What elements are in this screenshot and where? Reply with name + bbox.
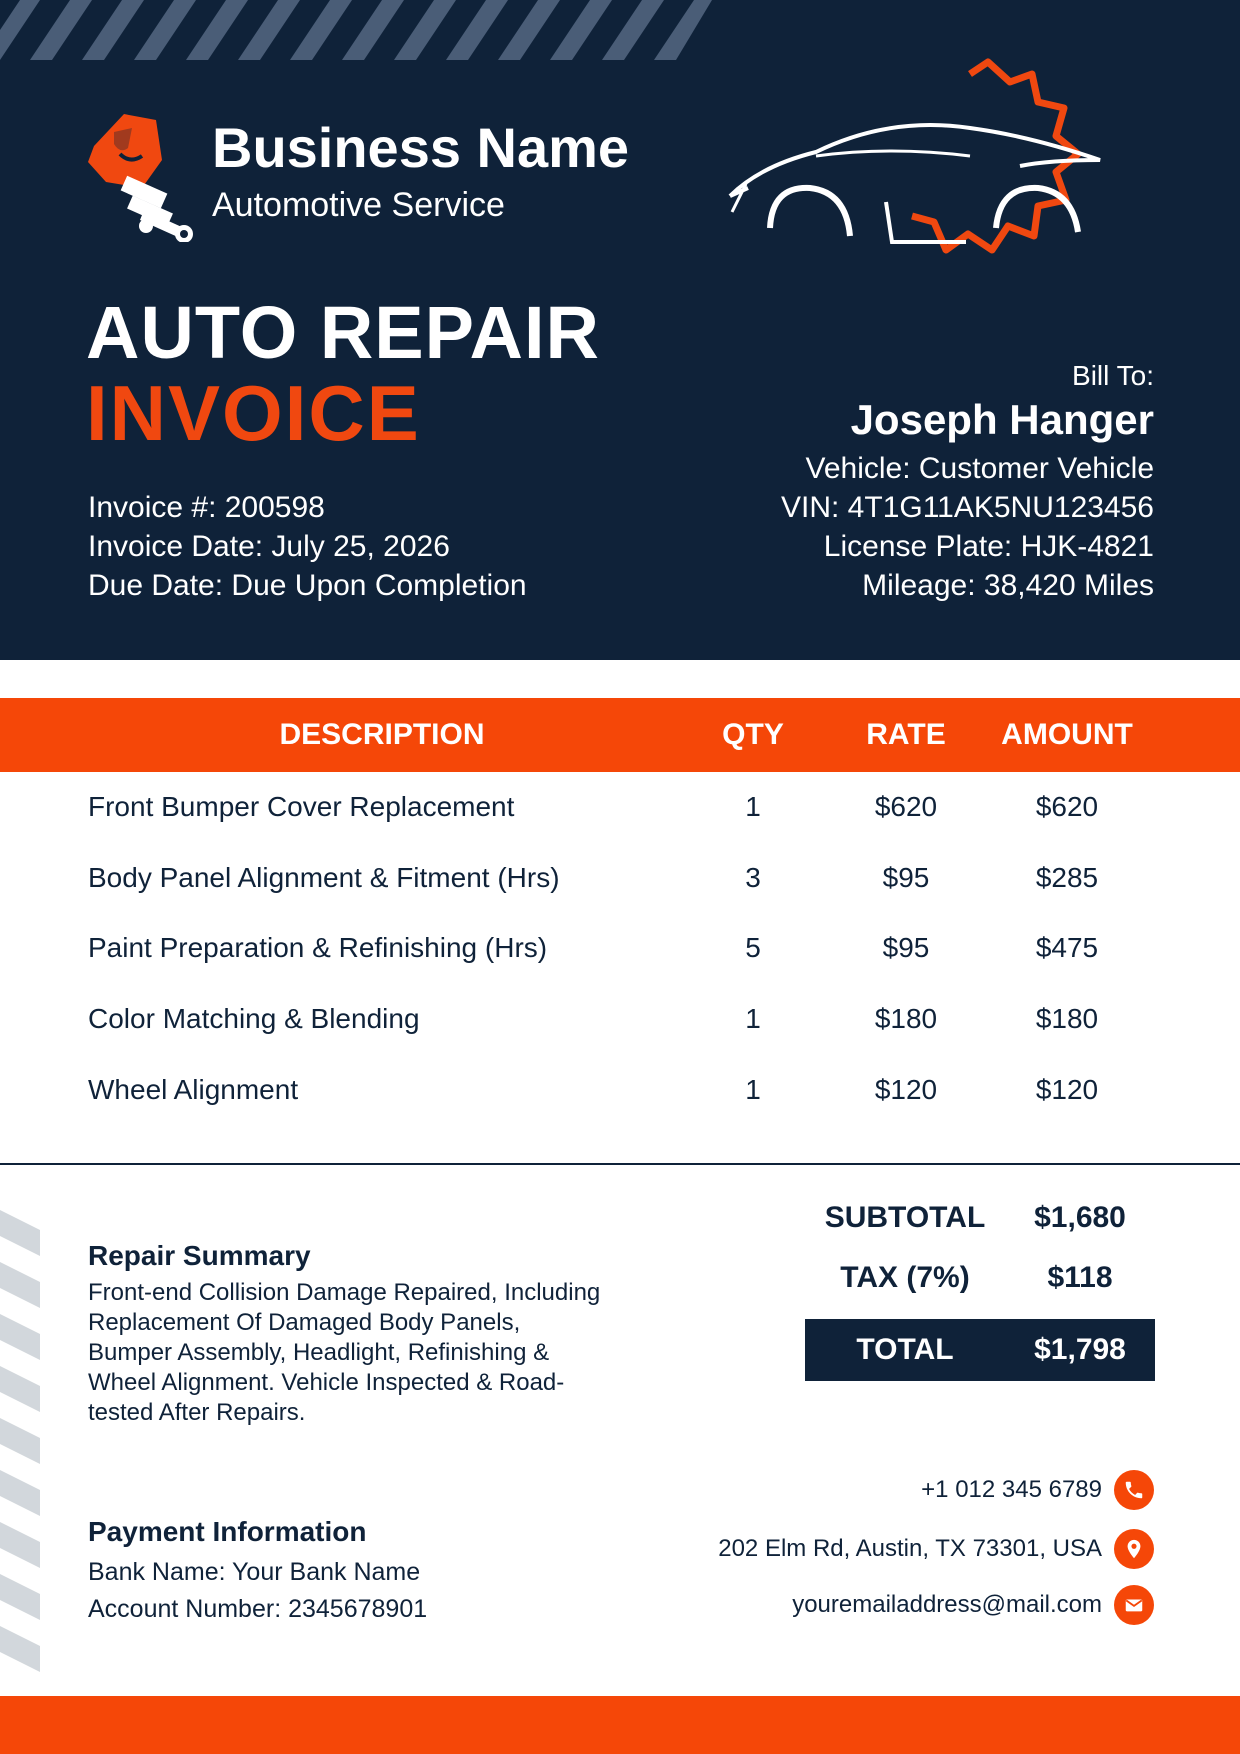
business-name: Business Name	[212, 116, 630, 179]
row-qty: 1	[745, 791, 761, 822]
row-qty: 5	[745, 932, 761, 963]
invoice-title-line2: INVOICE	[86, 369, 421, 457]
total-label: TOTAL	[856, 1333, 954, 1366]
row-description: Color Matching & Blending	[88, 1003, 420, 1034]
tax-value: $118	[1047, 1261, 1113, 1294]
row-amount: $120	[1035, 1074, 1099, 1105]
address-text: 202 Elm Rd, Austin, TX 73301, USA	[718, 1535, 1102, 1562]
decorative-stripes	[0, 0, 720, 60]
subtotal-value: $1,680	[1034, 1201, 1126, 1234]
row-amount: $620	[1035, 791, 1099, 822]
repair-summary-text: Front-end Collision Damage Repaired, Including Replacement Of Damaged Body Panels, Bumper Assembly, Headlight, Refinishing & Wheel Alignment. Vehicle Inspected & Road-tested After Repairs.	[88, 1279, 601, 1426]
decorative-side-stripes	[0, 1200, 44, 1696]
header-qty: QTY	[722, 718, 784, 751]
row-rate: $620	[874, 791, 938, 822]
contact-address	[718, 1528, 1154, 1570]
location-pin-icon	[1114, 1529, 1154, 1569]
table-divider	[0, 1163, 1240, 1165]
repair-summary-title: Repair Summary	[88, 1240, 311, 1271]
row-amount: $285	[1035, 862, 1099, 893]
row-rate: $95	[882, 932, 930, 963]
invoice-meta	[88, 488, 527, 605]
contact-phone	[921, 1469, 1154, 1511]
tax-row	[805, 1250, 1155, 1306]
bill-to-name: Joseph Hanger	[850, 396, 1154, 443]
business-subtitle: Automotive Service	[212, 186, 505, 224]
total-value: $1,798	[1034, 1333, 1126, 1366]
row-description: Body Panel Alignment & Fitment (Hrs)	[88, 862, 560, 893]
account-number: Account Number: 2345678901	[88, 1595, 428, 1623]
email-text: youremailaddress@mail.com	[792, 1591, 1102, 1618]
tax-label: TAX (7%)	[840, 1261, 970, 1294]
subtotal-label: SUBTOTAL	[824, 1201, 986, 1234]
table-row	[0, 843, 1240, 913]
bill-to-label: Bill To:	[1072, 360, 1154, 391]
row-qty: 1	[745, 1003, 761, 1034]
phone-icon	[1114, 1470, 1154, 1510]
total-row	[805, 1319, 1155, 1381]
phone-text: +1 012 345 6789	[921, 1476, 1102, 1503]
subtotal-row	[805, 1190, 1155, 1246]
row-rate: $120	[874, 1074, 938, 1105]
car-gear-icon	[720, 56, 1160, 306]
invoice-title-line1: AUTO REPAIR	[86, 291, 600, 374]
table-row	[0, 984, 1240, 1054]
wrench-fist-logo-icon	[84, 110, 200, 242]
row-amount: $475	[1035, 932, 1099, 963]
items-table-header	[0, 698, 1240, 772]
bill-to-details	[781, 449, 1154, 605]
table-row	[0, 913, 1240, 983]
row-description: Paint Preparation & Refinishing (Hrs)	[88, 932, 548, 963]
invoice-number: Invoice #: 200598	[88, 491, 325, 524]
invoice-date: Invoice Date: July 25, 2026	[88, 530, 450, 563]
row-rate: $95	[882, 862, 930, 893]
contact-email	[792, 1584, 1154, 1626]
row-qty: 3	[745, 862, 761, 893]
license-plate-info: License Plate: HJK-4821	[823, 530, 1154, 563]
table-row	[0, 772, 1240, 842]
invoice-header	[0, 0, 1240, 660]
header-rate: RATE	[866, 718, 946, 751]
row-description: Front Bumper Cover Replacement	[88, 791, 515, 822]
invoice-due-date: Due Date: Due Upon Completion	[88, 569, 527, 602]
row-description: Wheel Alignment	[88, 1074, 299, 1105]
header-description: DESCRIPTION	[279, 718, 485, 751]
header-amount: AMOUNT	[1001, 718, 1133, 751]
mileage-info: Mileage: 38,420 Miles	[862, 569, 1154, 602]
email-icon	[1114, 1585, 1154, 1625]
payment-info-title: Payment Information	[88, 1516, 367, 1547]
bank-name: Bank Name: Your Bank Name	[88, 1558, 421, 1586]
vin-info: VIN: 4T1G11AK5NU123456	[781, 491, 1154, 524]
footer-bar	[0, 1696, 1240, 1754]
row-amount: $180	[1035, 1003, 1099, 1034]
row-qty: 1	[745, 1074, 761, 1105]
payment-info	[88, 1554, 427, 1628]
row-rate: $180	[874, 1003, 938, 1034]
vehicle-info: Vehicle: Customer Vehicle	[805, 452, 1154, 485]
table-row	[0, 1055, 1240, 1125]
